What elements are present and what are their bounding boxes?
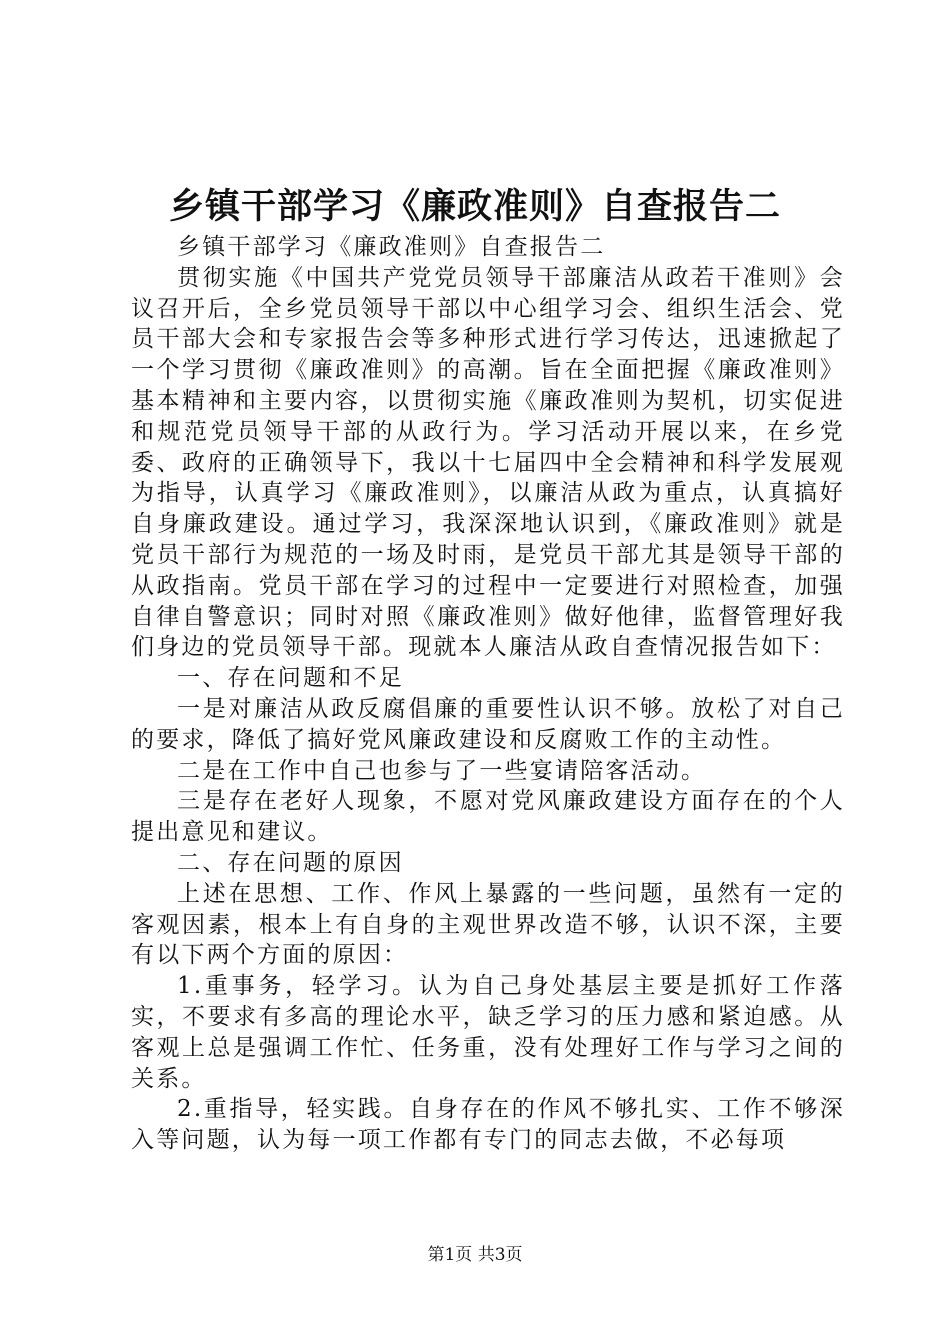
section-heading-problems: 一、存在问题和不足 [177,665,404,692]
document-body [131,232,845,1156]
cause-item-2: 2.重指导，轻实践。自身存在的作风不够扎实、工作不够深入等问题，认为每一项工作都有专门的同志去做，不必每项 [131,1096,845,1154]
cause-item-1: 1.重事务，轻学习。认为自己身处基层主要是抓好工作落实，不要求有多高的理论水平，缺乏学习的压力感和紧迫感。从客观上总是强调工作忙、任务重，没有处理好工作与学习之间的关系。 [131,973,845,1092]
page-footer: 第1页 共3页 [427,1245,523,1265]
intro-paragraph: 贯彻实施《中国共产党党员领导干部廉洁从政若干准则》会议召开后，全乡党员领导干部以中心组学习会、组织生活会、党员干部大会和专家报告会等多种形式进行学习传达，迅速掀起了一个学习贯彻《廉政准则》的高潮。旨在全面把握《廉政准则》基本精神和主要内容，以贯彻实施《廉政准则为契机，切实促进和规范党员领导干部的从政行为。学习活动开展以来，在乡党委、政府的正确领导下，我以十七届四中全会精神和科学发展观为指导，认真学习《廉政准则》，以廉洁从政为重点，认真搞好自身廉政建设。通过学习，我深深地认识到，《廉政准则》就是党员干部行为规范的一场及时雨，是党员干部尤其是领导干部的从政指南。党员干部在学习的过程中一定要进行对照检查，加强自律自警意识；同时对照《廉政准则》做好他律，监督管理好我们身边的党员领导干部。现就本人廉洁从政自查情况报告如下： [131,264,845,661]
problem-item-1: 一是对廉洁从政反腐倡廉的重要性认识不够。放松了对自己的要求，降低了搞好党风廉政建设和反腐败工作的主动性。 [131,695,845,753]
problem-item-3: 三是存在老好人现象，不愿对党风廉政建设方面存在的个人提出意见和建议。 [131,788,845,846]
section-heading-causes: 二、存在问题的原因 [177,849,404,876]
causes-intro-paragraph: 上述在思想、工作、作风上暴露的一些问题，虽然有一定的客观因素，根本上有自身的主观世界改造不够，认识不深，主要有以下两个方面的原因： [131,880,845,969]
problem-item-2: 二是在工作中自己也参与了一些宴请陪客活动。 [177,757,707,784]
subtitle-paragraph: 乡镇干部学习《廉政准则》自查报告二 [177,234,606,260]
document-title: 乡镇干部学习《廉政准则》自查报告二 [168,187,781,227]
